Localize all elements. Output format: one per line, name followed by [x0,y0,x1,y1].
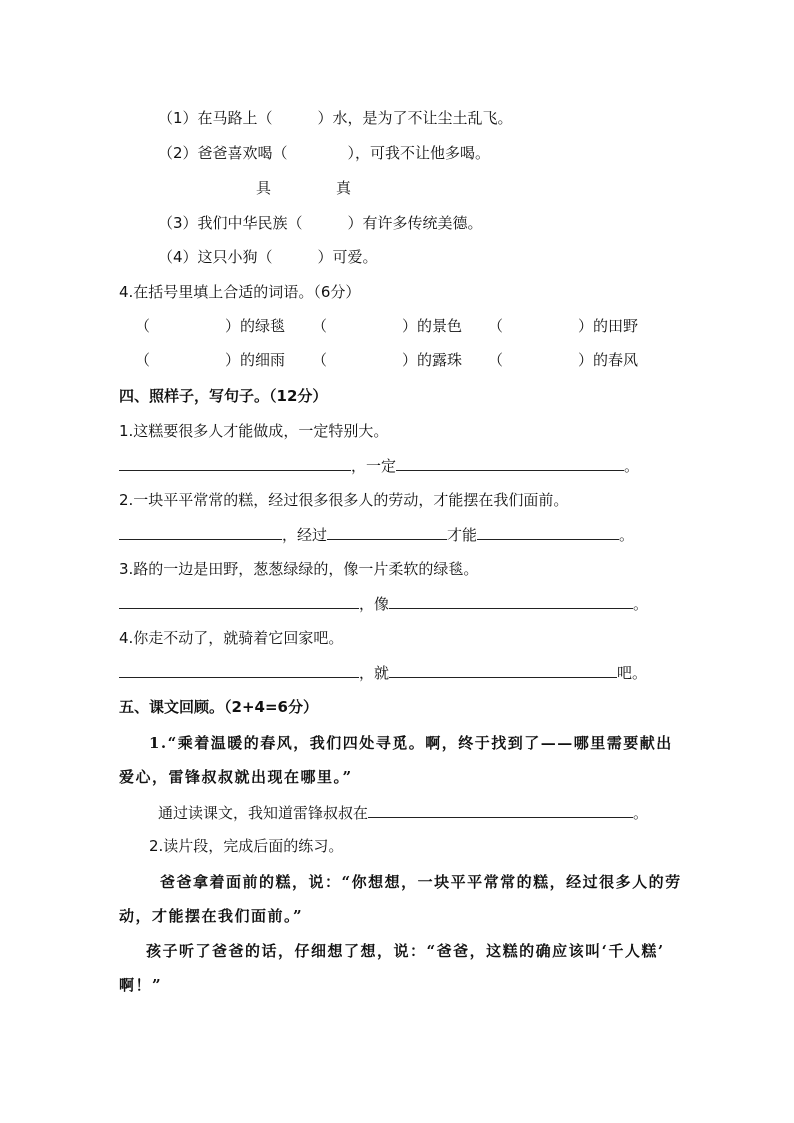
example-sentence-4: 4.你走不动了，就骑着它回家吧。 [119,629,344,647]
passage-2-line-1: 爸爸拿着面前的糕，说：“你想想，一块平平常常的糕，经过很多人的劳 [160,873,682,891]
example-sentence-3: 3.路的一边是田野，葱葱绿绿的，像一片柔软的绿毯。 [119,560,479,578]
question-3-item-4: （4）这只小狗（ ）可爱。 [158,248,378,266]
answer-blank[interactable] [389,593,633,609]
word-choice-b: 真 [336,179,352,197]
connector-text: 才能 [447,526,478,544]
answer-blank[interactable] [119,662,359,678]
punctuation: 。 [619,526,635,544]
question-text: 通过读课文，我知道雷锋叔叔在 [158,804,369,822]
fill-word-3: （ ）的田野 [488,317,639,335]
section-4-heading: 四、照样子，写句子。（12分） [119,387,328,405]
passage-2-line-4: 啊！” [119,976,163,994]
connector-text: ，一定 [351,457,397,475]
answer-blank[interactable] [119,455,351,471]
answer-blank[interactable] [119,524,282,540]
example-sentence-1: 1.这糕要很多人才能做成，一定特别大。 [119,422,389,440]
fill-word-4: （ ）的细雨 [135,351,286,369]
answer-blank[interactable] [477,524,619,540]
answer-blank[interactable] [389,662,617,678]
answer-line-1 [119,455,639,476]
answer-line-3 [119,593,648,614]
fill-word-1: （ ）的绿毯 [135,317,286,335]
punctuation: 吧。 [617,664,648,682]
connector-text: ，像 [359,595,390,613]
connector-text: ，就 [359,664,390,682]
answer-blank[interactable] [119,593,359,609]
word-choice-a: 具 [256,179,272,197]
passage-2-line-2: 动，才能摆在我们面前。” [119,907,304,925]
passage-2-line-3: 孩子听了爸爸的话，仔细想了想，说：“爸爸，这糕的确应该叫‘千人糕’ [146,942,665,960]
fill-word-6: （ ）的春风 [488,351,639,369]
punctuation: 。 [633,595,649,613]
question-3-item-3: （3）我们中华民族（ ）有许多传统美德。 [158,214,483,232]
answer-blank[interactable] [396,455,624,471]
punctuation: 。 [624,457,640,475]
punctuation: 。 [633,804,649,822]
question-4-title: 4.在括号里填上合适的词语。（6分） [119,283,361,301]
answer-line-4 [119,662,647,683]
question-3-item-1: （1）在马路上（ ）水，是为了不让尘土乱飞。 [158,109,513,127]
section-5-heading: 五、课文回顾。（2+4=6分） [119,698,318,716]
passage-1-question [158,802,648,823]
answer-blank[interactable] [327,524,447,540]
fill-word-2: （ ）的景色 [312,317,463,335]
passage-1-line-2: 爱心，雷锋叔叔就出现在哪里。” [119,768,353,786]
answer-line-2 [119,524,634,545]
answer-blank[interactable] [368,802,633,818]
question-3-item-2: （2）爸爸喜欢喝（ ），可我不让他多喝。 [158,144,491,162]
example-sentence-2: 2.一块平平常常的糕，经过很多很多人的劳动，才能摆在我们面前。 [119,491,569,509]
fill-word-5: （ ）的露珠 [312,351,463,369]
connector-text: ，经过 [282,526,328,544]
passage-1-line-1: 1.“乘着温暖的春风，我们四处寻觅。啊，终于找到了——哪里需要献出 [149,734,673,752]
passage-2-title: 2.读片段，完成后面的练习。 [149,837,344,855]
